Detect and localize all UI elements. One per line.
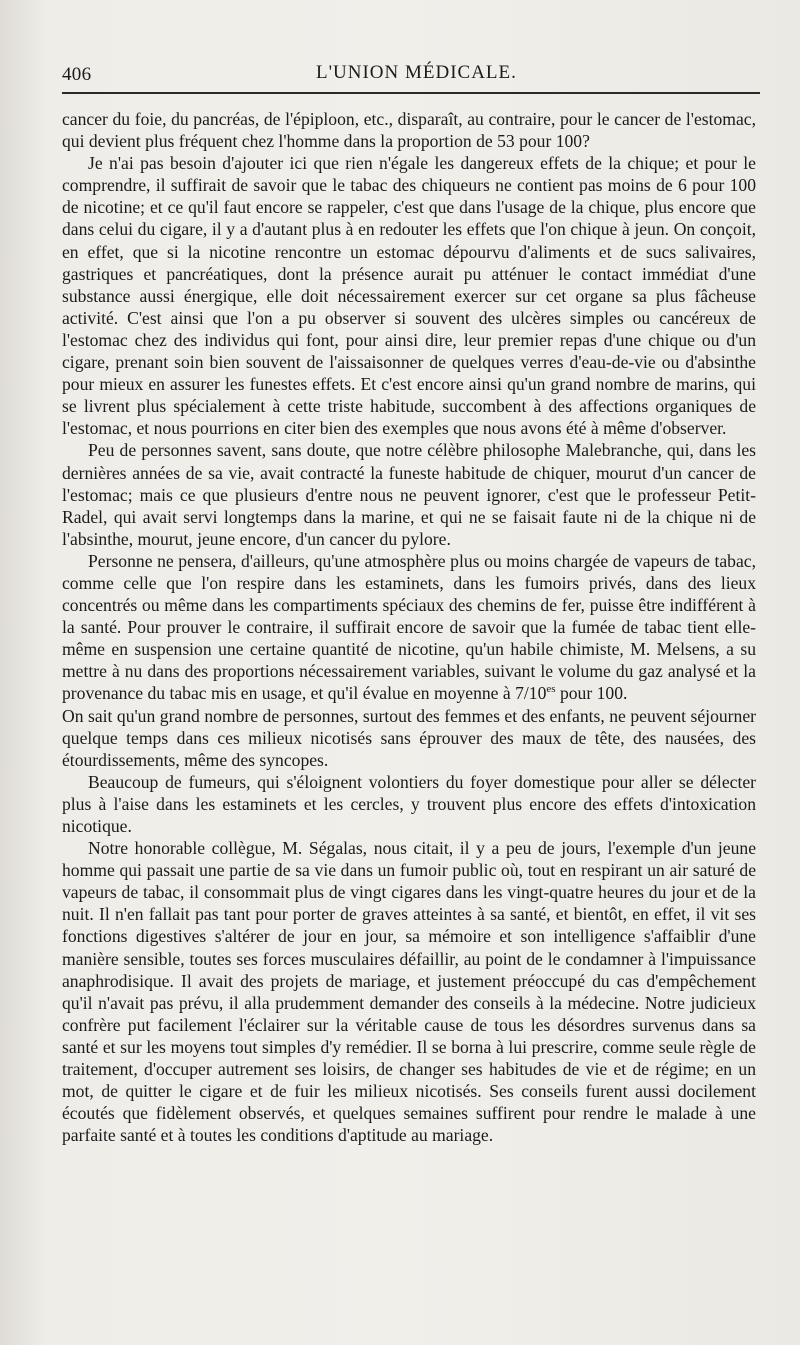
- paragraph-7: Notre honorable collègue, M. Ségalas, nous citait, il y a peu de jours, l'exemple d'un jeune homme qui passait une partie de sa vie dans un fumoir public où, tout en respirant un air saturé de vapeurs de tabac, il consommait plus de vingt cigares dans les vingt-quatre heures du jour et de la nuit. Il n'en fallait pas tant pour porter de graves atteintes à sa santé, et bientôt, en effet, il vit ses fonctions digestives s'altérer de jour en jour, sa mémoire et son intelligence s'affaiblir d'une manière sensible, toutes ses forces musculaires défaillir, au point de le condamner à l'impuissance anaphrodisique. Il avait des projets de mariage, et justement préoccupé du cas d'empêchement qu'il n'avait pas prévu, il alla prudemment demander des conseils à la médecine. Notre judicieux confrère put facilement l'éclairer sur la véritable cause de tous les désordres survenus dans sa santé et sur les moyens tout simples d'y remédier. Il se borna à lui prescrire, comme seule règle de traitement, d'occuper autrement ses loisirs, de changer ses habitudes de vie et de régime; en un mot, de quitter le cigare et de fuir les milieux nicotisés. Ses conseils furent aussi docilement écoutés que fidèlement observés, et quelques semaines suffirent pour rendre le malade à une parfaite santé et à toutes les conditions d'aptitude au mariage.: [62, 838, 756, 1146]
- paragraph-3: Peu de personnes savent, sans doute, que notre célèbre philosophe Malebranche, qui, dans les dernières années de sa vie, avait contracté la funeste habitude de chiquer, mourut d'un cancer de l'estomac; mais ce que plusieurs d'entre nous ne peuvent ignorer, c'est que le professeur Petit-Radel, qui avait servi longtemps dans la marine, et qui ne se faisait faute ni de la chique ni de l'absinthe, mourut, jeune encore, d'un cancer du pylore.: [62, 440, 756, 549]
- paragraph-4-text: Personne ne pensera, d'ailleurs, qu'une atmosphère plus ou moins chargée de vapeurs de tabac, comme celle que l'on respire dans les estaminets, dans les fumoirs privés, dans des lieux concentrés ou même dans les compartiments spéciaux des chemins de fer, puisse être indifférent à la santé. Pour prouver le contraire, il suffirait encore de savoir que la fumée de tabac tient elle-même en suspension une certaine quantité de nicotine, qu'un habile chimiste, M. Melsens, a su mettre à nu dans des proportions nécessairement variables, suivant le volume du gaz analysé et la provenance du tabac mis en usage, et qu'il évalue en moyenne à 7/10: [62, 550, 756, 704]
- header-rule: [62, 92, 760, 94]
- page-number: 406: [62, 64, 92, 85]
- paragraph-4-tail: pour 100.: [555, 683, 628, 704]
- paragraph-4: [62, 550, 756, 705]
- paragraph-4-superscript: es: [546, 683, 556, 696]
- running-head: [62, 58, 756, 92]
- journal-title: L'UNION MÉDICALE.: [316, 62, 517, 83]
- paragraph-1: cancer du foie, du pancréas, de l'épiploon, etc., disparaît, au contraire, pour le cancer de l'estomac, qui devient plus fréquent chez l'homme dans la proportion de 53 pour 100?: [62, 109, 756, 152]
- paragraph-5: On sait qu'un grand nombre de personnes, surtout des femmes et des enfants, ne peuvent séjourner quelque temps dans ces milieux nicotisés sans éprouver des maux de tête, des nausées, des étourdissements, même des syncopes.: [62, 705, 756, 770]
- paragraph-6: Beaucoup de fumeurs, qui s'éloignent volontiers du foyer domestique pour aller se délecter plus à l'aise dans les estaminets et les cercles, y trouvent plus encore des effets d'intoxication nicotique.: [62, 771, 756, 836]
- paragraph-2: Je n'ai pas besoin d'ajouter ici que rien n'égale les dangereux effets de la chique; et pour le comprendre, il suffirait de savoir que le tabac des chiqueurs ne contient pas moins de 6 pour 100 de nicotine; et ce qu'il faut encore se rappeler, c'est que dans l'usage de la chique, plus encore que dans celui du cigare, il y a d'autant plus à en redouter les effets que l'on chique à jeun. On conçoit, en effet, que si la nicotine rencontre un estomac dépourvu d'aliments et de sucs salivaires, gastriques et pancréatiques, dont la présence aurait pu atténuer le contact immédiat d'une substance aussi énergique, elle doit nécessairement exercer sur cet organe sa plus fâcheuse activité. C'est ainsi que l'on a pu observer si souvent des ulcères simples ou cancéreux de l'estomac chez des individus qui font, pour ainsi dire, leur premier repas d'une chique ou d'un cigare, prenant soin bien souvent de l'aissaisonner de quelques verres d'eau-de-vie ou d'absinthe pour mieux en assurer les funestes effets. Et c'est encore ainsi qu'un grand nombre de marins, qui se livrent plus spécialement à cette triste habitude, succombent à des affections organiques de l'estomac, et nous pourrions en citer bien des exemples que nous avons été à même d'observer.: [62, 153, 756, 439]
- body-text: [62, 108, 756, 1146]
